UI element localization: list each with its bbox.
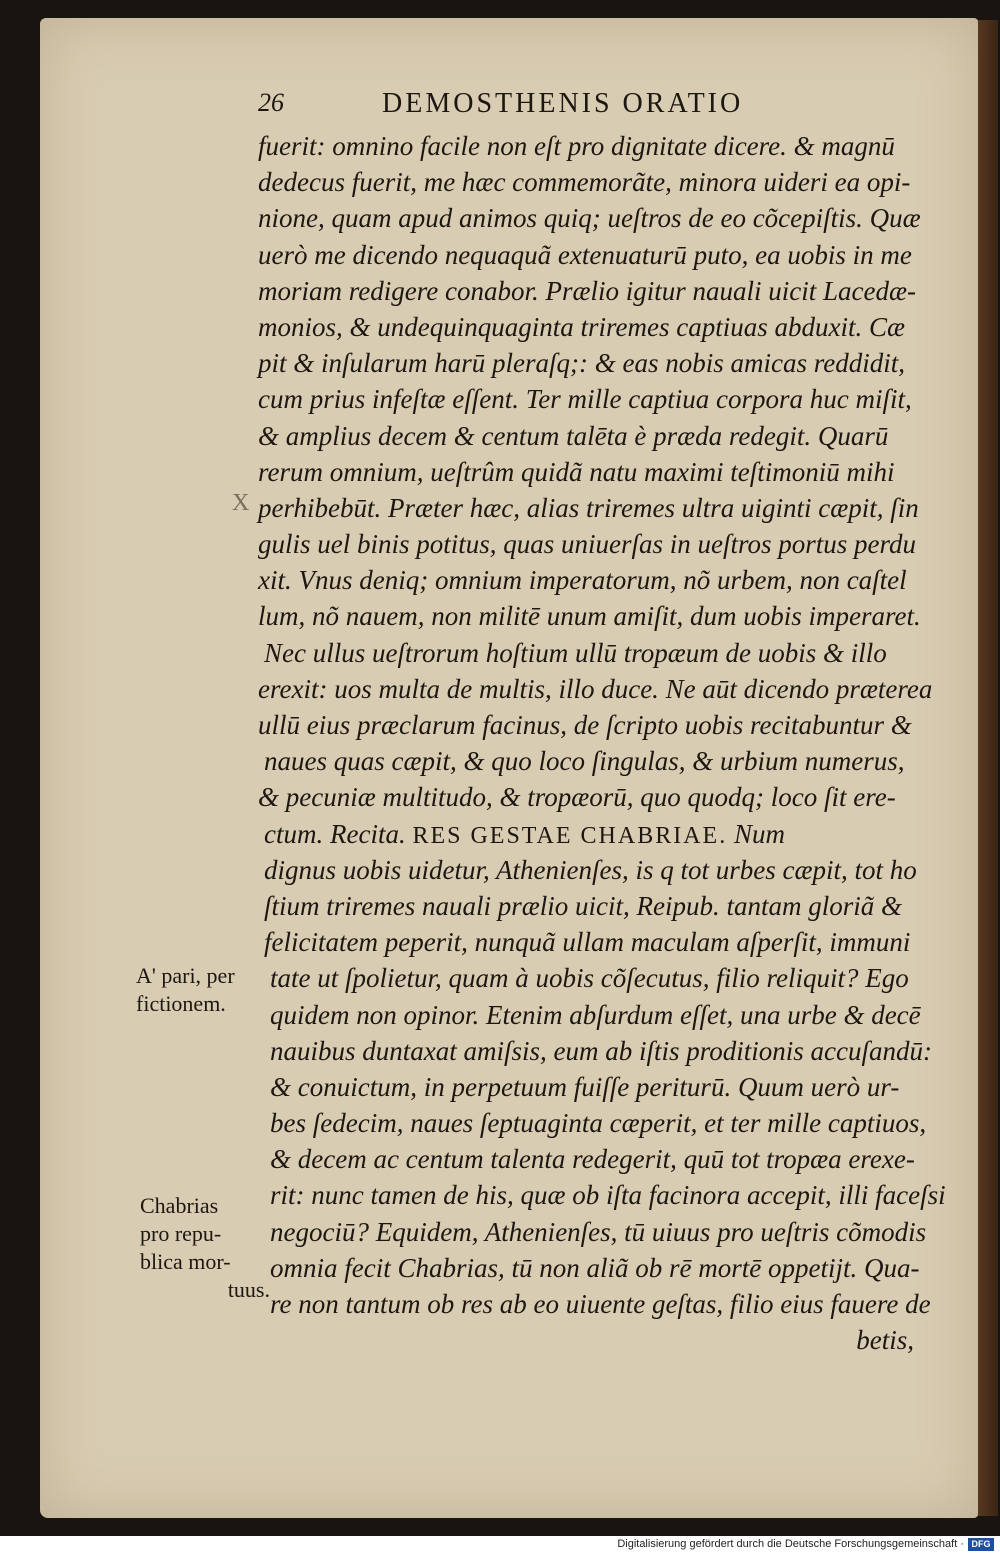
margin-note-line: blica mor- — [140, 1249, 231, 1274]
text-line: omnia fecit Chabrias, tū non aliã ob rē mortē oppetijt. Qua- — [270, 1252, 920, 1283]
text-line: ullū eius præclarum facinus, de ſcripto uobis recitabuntur & — [258, 710, 912, 740]
margin-note-line: pro repu- — [140, 1221, 222, 1246]
text-line-with-caps — [258, 816, 918, 852]
book-edge — [976, 20, 998, 1516]
text-line: quidem non opinor. Etenim abſurdum eſſet, una urbe & decē — [270, 999, 921, 1030]
text-line: monios, & undequinquaginta triremes captiuas abduxit. Cæ — [258, 311, 905, 342]
text-block — [258, 128, 946, 1358]
inline-heading: RES GESTAE CHABRIAE. — [412, 822, 728, 849]
text-line: xit. Vnus deniq; omnium imperatorum, nõ urbem, non caſtel — [258, 565, 907, 596]
text-line: & conuictum, in perpetuum fuiſſe periturū. Quum uerò ur- — [270, 1071, 900, 1102]
text-line: tate ut ſpolietur, quam à uobis cõſecutus, filio reliquit? Ego — [270, 963, 909, 994]
text-line: Nec ullus ueſtrorum hoſtium ullū tropæum de uobis & illo — [264, 637, 887, 668]
text-line: gulis uel binis potitus, quas uniuerſas in ueſtros portus perdu — [258, 529, 917, 560]
footer-bar — [0, 1536, 1000, 1554]
text-line: & pecuniæ multitudo, & tropæorū, quo quodq; loco ſit ere- — [258, 782, 896, 813]
text-line: cum prius infeſtæ eſſent. Ter mille captiua corpora huc miſit, — [258, 384, 912, 415]
margin-note-line: tuus. — [227, 1277, 270, 1302]
page-number: 26 — [258, 88, 284, 117]
margin-mark: X — [232, 490, 250, 516]
text-line: perhibebūt. Præter hæc, alias triremes ultra uiginti cæpit, ſin — [258, 492, 919, 523]
text-line: rerum omnium, ueſtrûm quidã natu maximi teſtimoniū mihi — [258, 456, 895, 487]
text-fragment: Num — [733, 818, 785, 849]
text-line: bes ſedecim, naues ſeptuaginta cæperit, et ter mille captiuos, — [270, 1108, 927, 1139]
text-line: felicitatem peperit, nunquã ullam maculam aſperſit, immuni — [264, 927, 911, 958]
text-line: & amplius decem & centum talēta è præda redegit. Quarū — [258, 420, 889, 451]
text-line: erexit: uos multa de multis, illo duce. Ne aūt dicendo præterea — [258, 673, 933, 704]
text-line: nauibus duntaxat amiſsis, eum ab iſtis proditionis accuſandū: — [270, 1035, 932, 1066]
text-line: re non tantum ob res ab eo uiuente geſtas, filio eius fauere de — [270, 1289, 931, 1319]
dfg-logo: DFG — [968, 1538, 994, 1551]
margin-note-line: Chabrias — [140, 1193, 219, 1218]
margin-note — [140, 1192, 270, 1304]
text-line: dedecus fuerit, me hæc commemorãte, minora uideri ea opi- — [258, 167, 911, 198]
margin-note-line: A' pari, per — [136, 963, 235, 988]
text-line: naues quas cæpit, & quo loco ſingulas, & urbium numerus, — [264, 746, 905, 777]
text-line: lum, nõ nauem, non militē unum amiſit, dum uobis imperaret. — [258, 601, 921, 632]
digitization-credit: Digitalisierung gefördert durch die Deutsche Forschungsgemeinschaft · — [617, 1538, 964, 1550]
margin-note — [136, 962, 266, 1018]
text-fragment: ctum. Recita. — [264, 818, 406, 849]
text-line: dignus uobis uidetur, Athenienſes, is q tot urbes cæpit, tot ho — [264, 854, 917, 885]
text-line: & decem ac centum talenta redegerit, quū tot tropæa erexe- — [270, 1144, 915, 1175]
margin-note-line: fictionem. — [136, 991, 226, 1016]
text-line: pit & inſularum harū pleraſq;: & eas nobis amicas reddidit, — [258, 348, 905, 379]
text-line: negociū? Equidem, Athenienſes, tū uiuus pro ueſtris cõmodis — [270, 1216, 927, 1247]
running-title: DEMOSTHENIS ORATIO — [382, 88, 744, 119]
text-line: betis, — [856, 1325, 914, 1356]
text-line: fuerit: omnino facile non eſt pro dignitate dicere. & magnū — [258, 131, 895, 161]
running-head — [258, 88, 908, 120]
text-line: nione, quam apud animos quiq; ueſtros de eo cõcepiſtis. Quæ — [258, 203, 921, 234]
text-line: moriam redigere conabor. Prælio igitur nauali uicit Lacedæ- — [258, 275, 916, 306]
text-line: uerò me dicendo nequaquã extenuaturū puto, ea uobis in me — [258, 239, 912, 270]
text-line: rit: nunc tamen de his, quæ ob iſta facinora accepit, illi faceſsi — [270, 1180, 946, 1211]
text-line: ſtium triremes nauali prælio uicit, Reipub. tantam gloriã & — [264, 890, 902, 921]
